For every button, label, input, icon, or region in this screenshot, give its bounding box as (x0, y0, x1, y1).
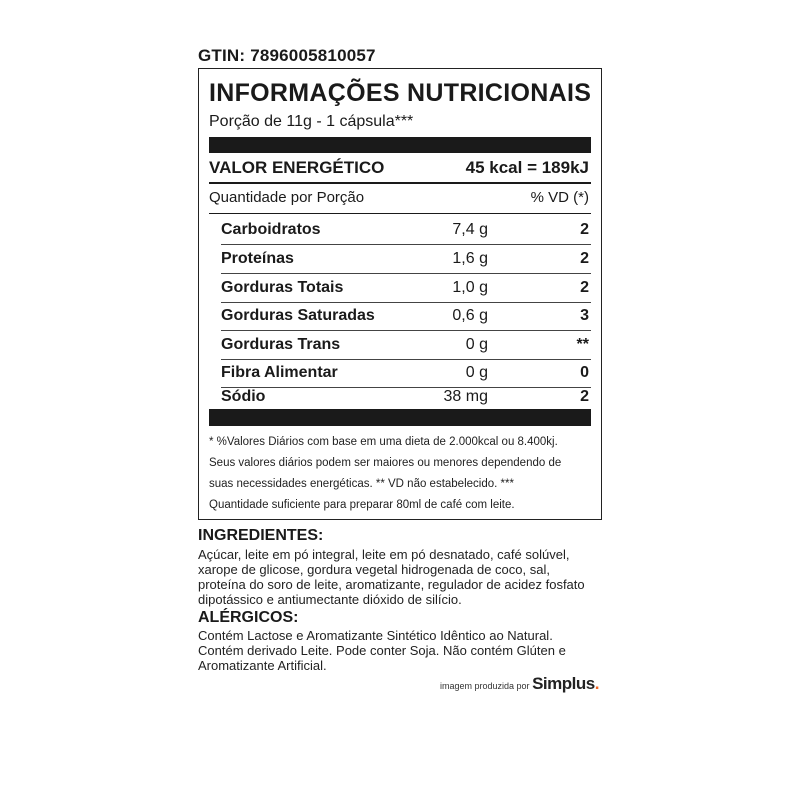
quantity-header (209, 189, 589, 206)
ingredients-line: dipotássico e antiumectante dióxido de silício. (198, 592, 462, 607)
nutrient-name: Proteínas (221, 250, 294, 267)
nutrient-row-sodio (221, 385, 589, 409)
ingredients-line: proteína do soro de leite, aromatizante, regulador de acidez fosfato (198, 577, 585, 592)
divider-rule (209, 182, 591, 184)
nutrient-amount: 0 g (465, 364, 488, 381)
nutrient-name: Gorduras Saturadas (221, 307, 375, 324)
divider-rule (209, 213, 591, 214)
nutrient-row-carboidratos (221, 216, 589, 244)
ingredients-line: xarope de glicose, gordura vegetal hidrogenada de coco, sal, (198, 562, 550, 577)
ingredients-text (198, 547, 602, 607)
panel-title: INFORMAÇÕES NUTRICIONAIS (209, 79, 592, 107)
nutrient-name: Gorduras Trans (221, 336, 341, 353)
footnote (209, 432, 591, 516)
allergens-line: Contém derivado Leite. Pode conter Soja. Não contém Glúten e (198, 643, 566, 658)
ingredients-line: Açúcar, leite em pó integral, leite em pó desnatado, café solúvel, (198, 547, 570, 562)
nutrient-name: Carboidratos (221, 221, 321, 238)
allergens-line: Aromatizante Artificial. (198, 658, 327, 673)
nutrient-vd: 2 (580, 388, 589, 405)
nutrient-vd: 3 (580, 307, 589, 324)
credit-prefix: imagem produzida por (440, 681, 530, 691)
nutrient-amount: 7,4 g (452, 221, 488, 238)
vd-header-label: % VD (*) (530, 189, 589, 206)
energy-row (209, 156, 589, 180)
nutrient-amount: 1,0 g (452, 279, 488, 296)
allergens-text (198, 628, 602, 673)
nutrient-vd: 2 (580, 250, 589, 267)
image-credit (440, 674, 599, 694)
quantity-header-label: Quantidade por Porção (209, 189, 365, 206)
footnote-line: Quantidade suficiente para preparar 80ml de café com leite. (209, 499, 515, 511)
brand-logo: Simplus (532, 674, 595, 693)
energy-value: 45 kcal = 189kJ (465, 158, 589, 177)
ingredients-title: INGREDIENTES: (198, 527, 324, 544)
nutrient-row-gorduras-saturadas (221, 302, 589, 330)
nutrition-facts-panel (198, 68, 602, 520)
nutrient-name: Fibra Alimentar (221, 364, 338, 381)
nutrient-row-gorduras-trans (221, 331, 589, 359)
nutrient-row-proteinas (221, 245, 589, 273)
nutrient-vd: 2 (580, 279, 589, 296)
nutrient-row-gorduras-totais (221, 274, 589, 302)
nutrient-amount: 0,6 g (452, 307, 488, 324)
allergens-line: Contém Lactose e Aromatizante Sintético Idêntico ao Natural. (198, 628, 553, 643)
portion-size: Porção de 11g - 1 cápsula*** (209, 113, 414, 130)
energy-label: VALOR ENERGÉTICO (209, 158, 385, 177)
footnote-line: Seus valores diários podem ser maiores ou menores dependendo de (209, 457, 562, 469)
nutrient-amount: 38 mg (443, 388, 488, 405)
allergens-title: ALÉRGICOS: (198, 609, 299, 626)
footnote-line: suas necessidades energéticas. ** VD não estabelecido. *** (209, 478, 514, 490)
divider-bar-top (209, 137, 591, 153)
nutrient-name: Sódio (221, 388, 266, 405)
nutrient-amount: 0 g (465, 336, 488, 353)
divider-bar-bottom (209, 409, 591, 426)
brand-dot: . (594, 674, 600, 693)
nutrient-vd: ** (576, 336, 589, 353)
footnote-line: * %Valores Diários com base em uma dieta de 2.000kcal ou 8.400kj. (209, 436, 558, 448)
nutrient-vd: 2 (580, 221, 589, 238)
nutrient-name: Gorduras Totais (221, 279, 344, 296)
nutrient-row-fibra-alimentar (221, 359, 589, 387)
nutrient-amount: 1,6 g (452, 250, 488, 267)
gtin-code: GTIN: 7896005810057 (198, 46, 376, 65)
nutrient-vd: 0 (580, 364, 589, 381)
